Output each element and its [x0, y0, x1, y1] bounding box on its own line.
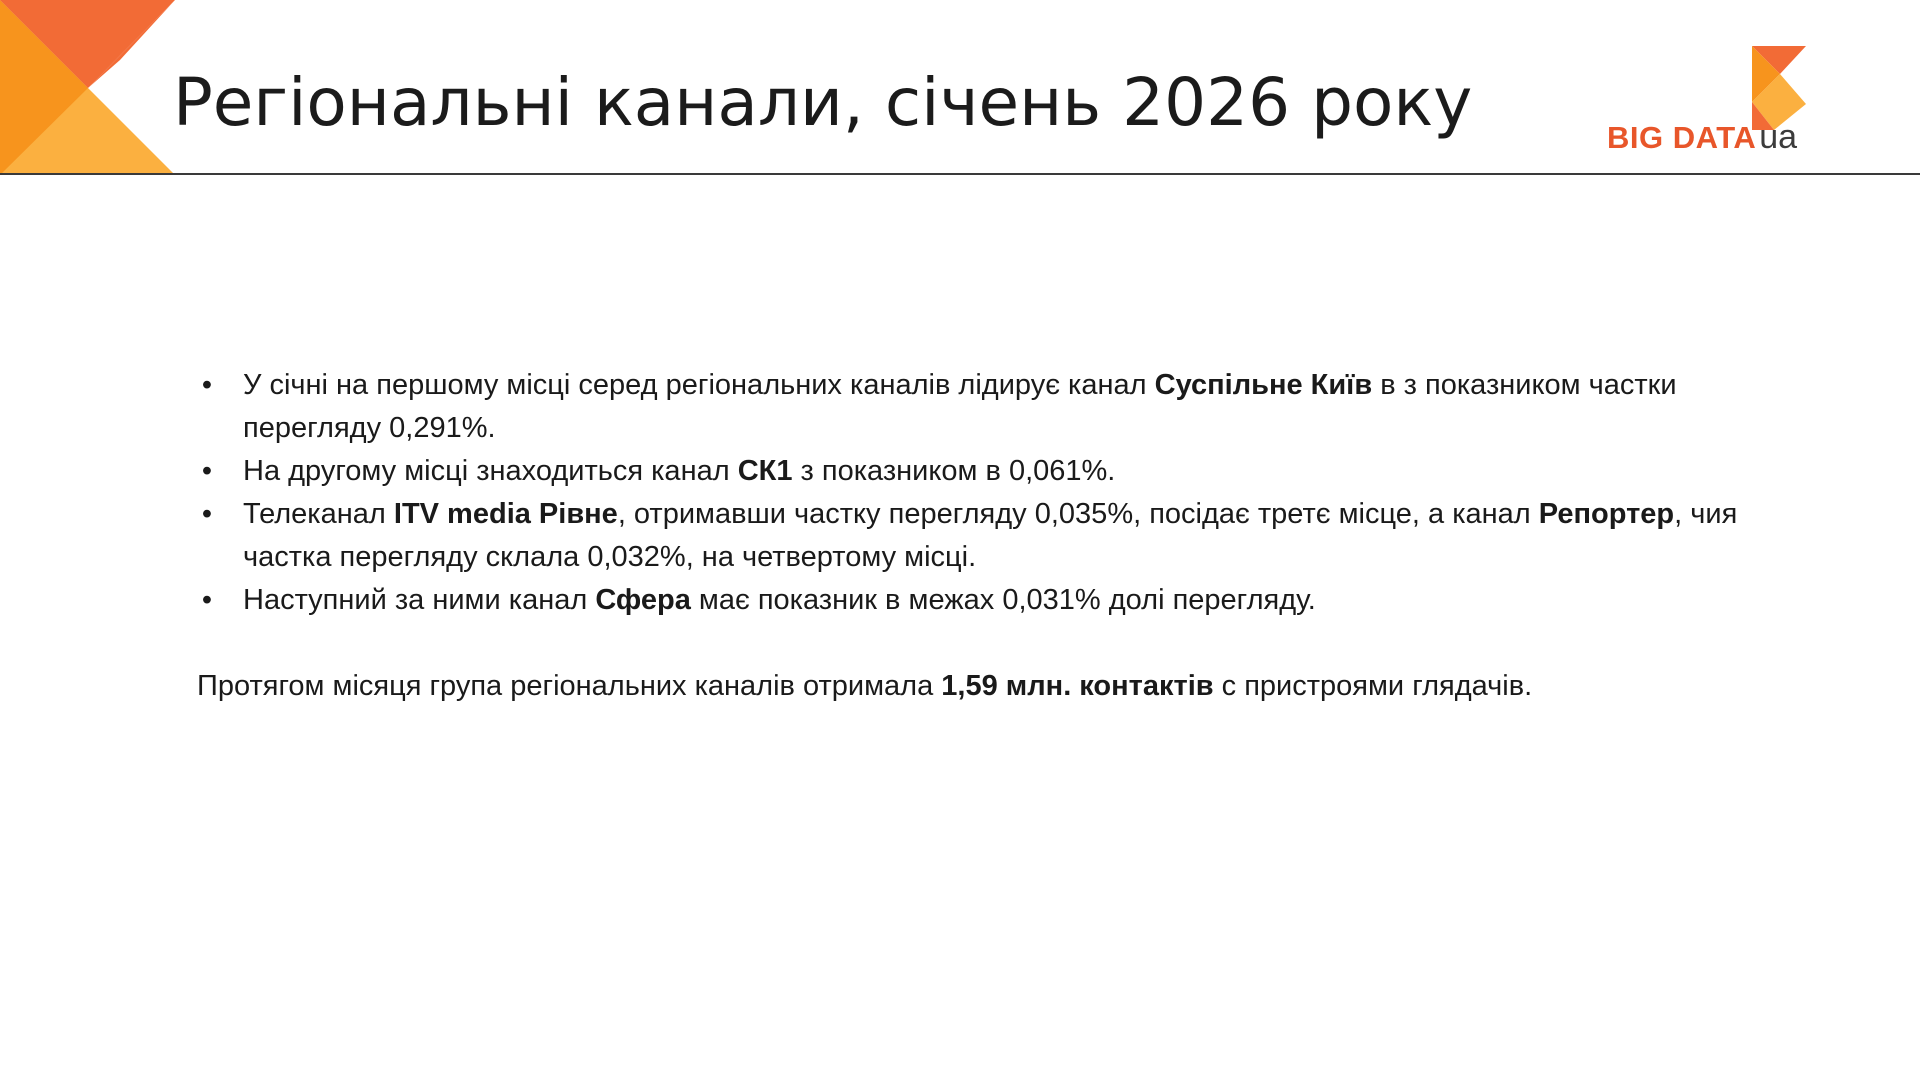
channel-name: Репортер — [1538, 498, 1675, 530]
header-divider — [0, 173, 1920, 175]
bullet-item: • Телеканал ITV media Рівне, отримавши частку перегляду 0,035%, посідає третє місце, а канал Репортер, чия частка перегляду склала 0,032%, на четвертому місці. — [197, 493, 1757, 579]
bullet-item: • На другому місці знаходиться канал СК1 з показником в 0,061%. — [197, 450, 1757, 493]
big-data-logo — [1600, 46, 1830, 162]
bullet-item: • Наступний за ними канал Сфера має показник в межах 0,031% долі перегляду. — [197, 579, 1757, 622]
slide-body — [197, 364, 1757, 708]
channel-name: ITV media Рівне — [393, 498, 618, 530]
contacts-figure: 1,59 млн. контактів — [941, 670, 1214, 702]
bullet-icon: • — [201, 584, 213, 616]
logo-brand: BIG DATA — [1607, 120, 1757, 155]
slide-title: Регіональні канали, січень 2026 року — [173, 64, 1473, 141]
logo-suffix: ua — [1759, 118, 1798, 156]
corner-decoration — [0, 0, 180, 175]
summary-paragraph: Протягом місяця група регіональних каналів отримала 1,59 млн. контактів с пристроями глядачів. — [197, 670, 1533, 702]
bullet-item: • У січні на першому місці серед регіональних каналів лідирує канал Суспільне Київ в з показником частки перегляду 0,291%. — [197, 364, 1757, 450]
channel-name: СК1 — [737, 455, 793, 487]
bullet-icon: • — [201, 369, 213, 401]
channel-name: Суспільне Київ — [1154, 369, 1373, 401]
logo-wordmark — [1607, 118, 1797, 157]
bullet-list — [197, 364, 1757, 622]
channel-name: Сфера — [595, 584, 691, 616]
bullet-icon: • — [201, 455, 213, 487]
bullet-icon: • — [201, 498, 213, 530]
